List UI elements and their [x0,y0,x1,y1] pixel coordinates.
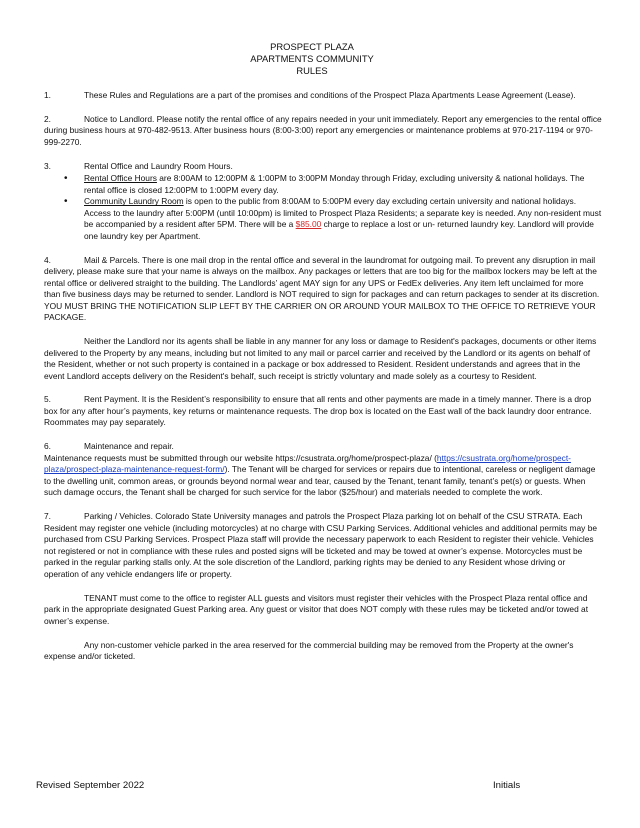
rule-heading: Maintenance and repair. [84,441,174,452]
laundry-text-end: charge to replace a lost or un- returned laundry key. Landlord will provide one laundry key per Apartment. [84,219,594,241]
rule-heading: Rent Payment. [84,394,140,405]
rule-text: It is the Resident’s responsibility to ensure that all rents and other payments are made in a timely manner. There is a drop box for any after hour’s payments, key returns or maintenance requests. The drop box is located on the East wall of the back laundry door entrance. Roommates may pay separately. [44,394,592,428]
office-hours-text: are 8:00AM to 12:00PM & 1:00PM to 3:00PM Monday through Friday, excluding university & national holidays. The rental office is closed 12:00PM to 1:00PM every day. [84,173,585,195]
rule-text: These Rules and Regulations are a part of the promises and conditions of the Prospect Plaza Apartments Lease Agreement (Lease). [84,90,576,100]
list-item [84,173,602,196]
rule-number: 6. [44,441,51,452]
rule-2 [44,114,602,149]
rule-heading: Rental Office and Laundry Room Hours. [84,160,233,171]
laundry-room-label: Community Laundry Room [84,196,184,207]
rule-7-commercial-paragraph: Any non-customer vehicle parked in the area reserved for the commercial building may be removed from the Property at the owner's expense and/or ticketed. [44,639,574,662]
rules-body [44,90,602,675]
revised-date: Revised September 2022 [36,780,145,791]
rule-number: 2. [44,113,51,124]
rule-7 [44,511,602,580]
rule-1 [44,90,602,102]
maintenance-request-link[interactable]: https://csustrata.org/home/prospect-plaza/prospect-plaza-maintenance-request-form/ [44,452,571,475]
rule-text: Colorado State University manages and patrols the Prospect Plaza parking lot on behalf of the CSU STRATA. Each Resident may register one vehicle (including motorcycles) at no charge with CSU Parking Services. Additional vehicles and additional permits may be purchased from CSU Parking Services. Prospect Plaza staff will provide the necessary paperwork to each Resident to register their vehicle. Vehicles not registered or not in compliance with these rules and posted signs will be ticketed and may be towed at owner’s expense. Motorcycles must be parked in the regular parking stalls only. At the sole discretion of the Landlord, parking rights may be denied to any Resident whose driving or operation of any vehicle endangers life or property. [44,511,598,579]
office-hours-label: Rental Office Hours [84,173,157,184]
title-line-1: PROSPECT PLAZA [270,41,354,52]
rule-4 [44,255,602,324]
rule-number: 4. [44,254,51,265]
document-title [0,41,624,77]
rule-7-guest-paragraph: TENANT must come to the office to register ALL guests and visitors must register their vehicles with the Prospect Plaza rental office and park in the appropriate designated Guest Parking area. Any guest or visitor that does NOT comply with these rules may be ticketed and/or towed at owner’s expense. [44,592,589,626]
rule-3 [44,161,602,243]
rule-text-end: ). The Tenant will be charged for services or repairs due to intentional, careless or negligent damage to the dwelling unit, common areas, or grounds beyond normal wear and tear, caused by the Tenant, tenant family, tenant’s pet(s) or guests. When such damage occurs, the Tenant shall be charged for such service for the labor ($25/hour) and materials needed to complete the work. [44,464,596,498]
title-line-2: APARTMENTS COMMUNITY [250,53,374,64]
rule-heading: Mail & Parcels. [84,254,140,265]
hours-list [44,173,602,242]
rule-text: Maintenance requests must be submitted through our website https://csustrata.org/home/prospect-plaza/ ( [44,452,437,463]
rule-number: 1. [44,90,51,100]
rule-text: There is one mail drop in the rental office and several in the laundromat for outgoing mail. To prevent any disruption in mail delivery, please make sure that your name is always on the mailbox. Any packages or letters that are too big for the mailbox lockers may be left at the rental office or delivered straight to the building. The Landlords’ agent MAY sign for any UPS or FedEx deliveries. Any item left unclaimed for more than five business days may be returned to sender. Landlord is NOT required to sign for packages and can return packages to sender at its discretion. YOU MUST BRING THE NOTIFICATION SLIP LEFT BY THE CARRIER ON OR AROUND YOUR MAILBOX TO THE OFFICE TO RETRIEVE YOUR PACKAGE. [44,254,600,323]
rule-6 [44,441,602,499]
rule-number: 5. [44,394,51,405]
title-line-3: RULES [296,65,328,76]
rule-4-liability-paragraph: Neither the Landlord nor its agents shall be liable in any manner for any loss or damage to Resident's packages, documents or other items delivered to the Property by any means, including but not limited to any mail or parcel carrier and received by the Landlord or its agents on behalf of the Resident, whether or not such property is contained in a package or box addressed to Resident. Resident understands and agrees that in the event Landlord accepts delivery on the Resident's behalf, such receipt is strictly voluntary and made solely as a courtesy to Resident. [44,336,597,381]
list-item [84,196,602,242]
rule-number: 7. [44,511,51,522]
laundry-key-fee: $85.00 [295,219,322,230]
rule-heading: Parking / Vehicles. [84,511,153,522]
rule-text: Notice to Landlord. Please notify the rental office of any repairs needed in your unit immediately. Report any emergencies to the rental office during business hours at 970-482-9513. After business hours (8:00-3:00) report any emergencies or maintenance problems at 970-217-1194 or 970-999-2270. [44,113,602,147]
rule-number: 3. [44,160,51,171]
laundry-text: is open to the public from 8:00AM to 5:00PM every day excluding certain university and national holidays. Access to the laundry after 5:00PM (until 10:00pm) is limited to Prospect Plaza Residents; a separate key is needed. Any non-resident must be accompanied by a resident after 5PM. There will be a [84,196,602,230]
initials-label: Initials [493,780,521,791]
rule-5 [44,394,602,429]
